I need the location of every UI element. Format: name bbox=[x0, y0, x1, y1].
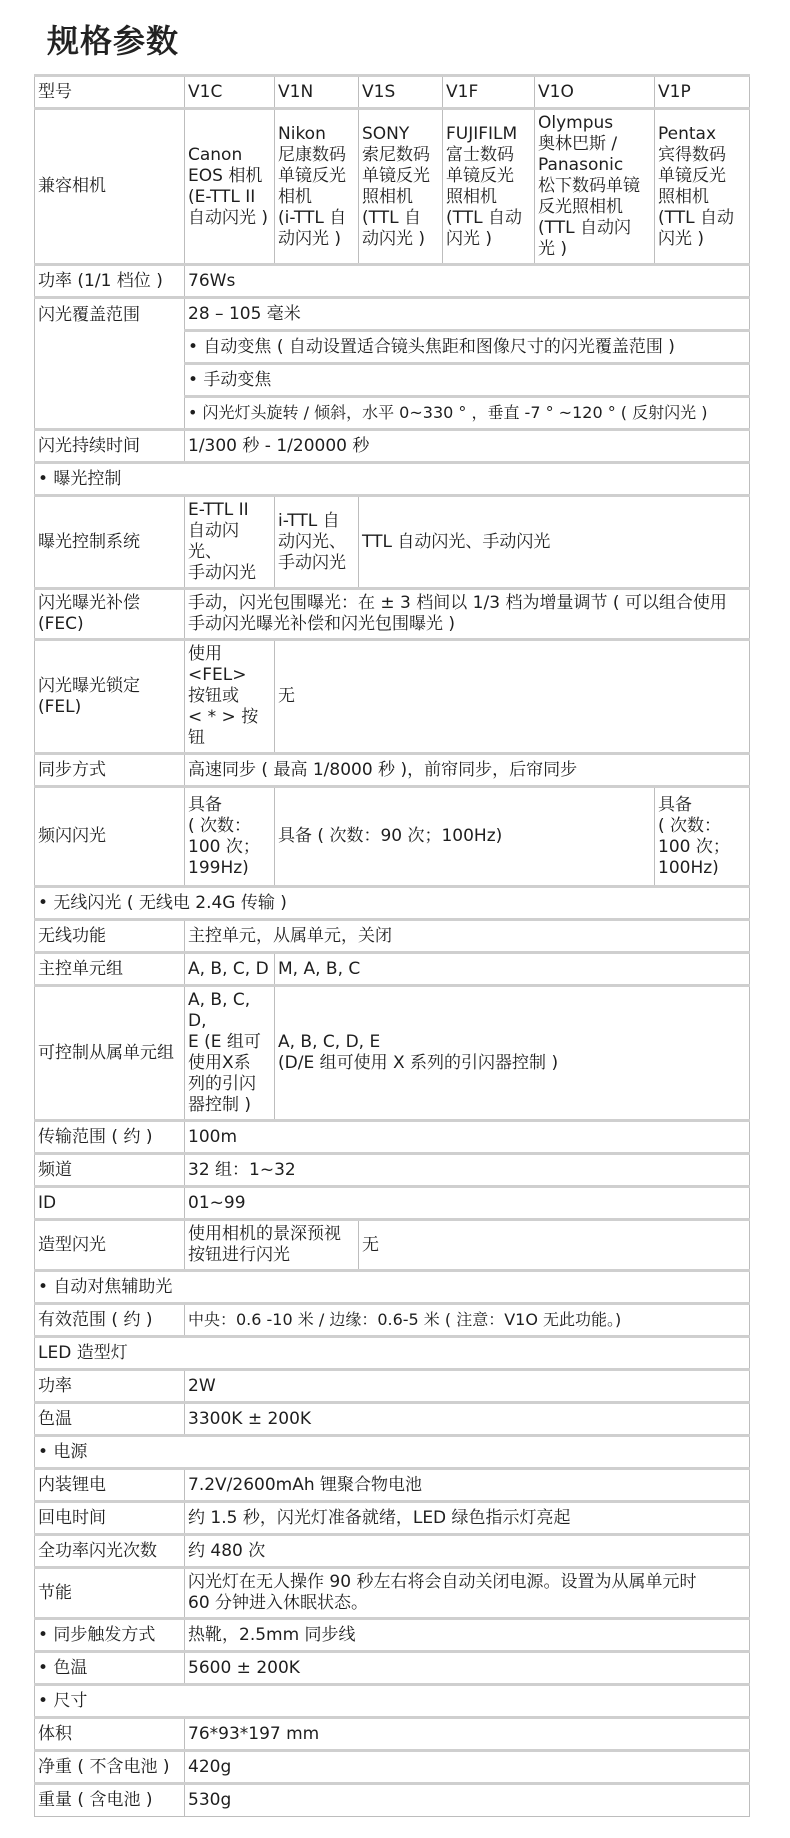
compat-v1c: Canon EOS 相机 (E-TTL II 自动闪光 ) bbox=[185, 109, 275, 265]
section-wireless bbox=[35, 887, 750, 920]
compat-v1n: Nikon 尼康数码 单镜反光 相机 (i-TTL 自 动闪光 ) bbox=[275, 109, 359, 265]
row-label: 净重 ( 不含电池 ) bbox=[35, 1751, 185, 1784]
row-value: 530g bbox=[185, 1784, 750, 1817]
model-v1o: V1O bbox=[535, 76, 655, 109]
row-label: 色温 bbox=[35, 1403, 185, 1436]
row-label: 兼容相机 bbox=[35, 109, 185, 265]
row-label: 全功率闪光次数 bbox=[35, 1535, 185, 1568]
row-value: 100m bbox=[185, 1121, 750, 1154]
row-label: 主控单元组 bbox=[35, 953, 185, 986]
compat-row bbox=[35, 109, 750, 265]
section-exposure bbox=[35, 463, 750, 496]
id-row bbox=[35, 1187, 750, 1220]
eco-row bbox=[35, 1568, 750, 1619]
dimensions-row bbox=[35, 1718, 750, 1751]
row-label: 闪光曝光锁定 (FEL) bbox=[35, 640, 185, 754]
row-label: • 同步触发方式 bbox=[35, 1619, 185, 1652]
section-size bbox=[35, 1685, 750, 1718]
section-heading: • 尺寸 bbox=[35, 1685, 750, 1718]
row-label: 型号 bbox=[35, 76, 185, 109]
section-led bbox=[35, 1337, 750, 1370]
fel-rest: 无 bbox=[275, 640, 750, 754]
row-value: 高速同步 ( 最高 1/8000 秒 )，前帘同步，后帘同步 bbox=[185, 754, 750, 787]
row-label: 体积 bbox=[35, 1718, 185, 1751]
row-label: 频道 bbox=[35, 1154, 185, 1187]
exposure-system-row bbox=[35, 496, 750, 589]
coverage-row bbox=[35, 298, 750, 331]
exp-v1c: E-TTL II 自动闪光、 手动闪光 bbox=[185, 496, 275, 589]
page-title: 规格参数 bbox=[47, 22, 180, 60]
row-label: ID bbox=[35, 1187, 185, 1220]
row-value: 约 1.5 秒，闪光灯准备就绪，LED 绿色指示灯亮起 bbox=[185, 1502, 750, 1535]
model-v1f: V1F bbox=[443, 76, 535, 109]
master-v1c: A, B, C, D bbox=[185, 953, 275, 986]
row-value: 手动，闪光包围曝光：在 ± 3 档间以 1/3 档为增量调节 ( 可以组合使用 手动闪光曝光补偿和闪光包围曝光 ) bbox=[185, 589, 750, 640]
section-heading: • 无线闪光 ( 无线电 2.4G 传输 ) bbox=[35, 887, 750, 920]
spec-table bbox=[34, 74, 750, 1817]
model-v1n: V1N bbox=[275, 76, 359, 109]
multi-row bbox=[35, 787, 750, 887]
row-value: 中央：0.6 -10 米 / 边缘：0.6-5 米 ( 注意：V1O 无此功能。) bbox=[185, 1304, 750, 1337]
row-label: • 色温 bbox=[35, 1652, 185, 1685]
row-label: 节能 bbox=[35, 1568, 185, 1619]
model-v1c: V1C bbox=[185, 76, 275, 109]
row-value: 3300K ± 200K bbox=[185, 1403, 750, 1436]
row-value: 主控单元，从属单元，关闭 bbox=[185, 920, 750, 953]
master-rest: M, A, B, C bbox=[275, 953, 750, 986]
section-heading: • 曝光控制 bbox=[35, 463, 750, 496]
row-label: 频闪闪光 bbox=[35, 787, 185, 887]
fel-v1c: 使用 <FEL> 按钮或 < * > 按钮 bbox=[185, 640, 275, 754]
row-value: 热靴，2.5mm 同步线 bbox=[185, 1619, 750, 1652]
slave-rest: A, B, C, D, E (D/E 组可使用 X 系列的引闪器控制 ) bbox=[275, 986, 750, 1121]
section-heading: • 电源 bbox=[35, 1436, 750, 1469]
compat-v1f: FUJIFILM 富士数码 单镜反光 照相机 (TTL 自动 闪光 ) bbox=[443, 109, 535, 265]
compat-v1s: SONY 索尼数码 单镜反光 照相机 (TTL 自 动闪光 ) bbox=[359, 109, 443, 265]
row-label: 造型闪光 bbox=[35, 1220, 185, 1271]
row-value: 5600 ± 200K bbox=[185, 1652, 750, 1685]
row-value: 32 组：1~32 bbox=[185, 1154, 750, 1187]
row-value: 01~99 bbox=[185, 1187, 750, 1220]
header-row bbox=[35, 76, 750, 109]
exp-v1n: i-TTL 自 动闪光、 手动闪光 bbox=[275, 496, 359, 589]
row-value: 约 480 次 bbox=[185, 1535, 750, 1568]
led-temp-row bbox=[35, 1403, 750, 1436]
row-label: 曝光控制系统 bbox=[35, 496, 185, 589]
row-value: 28 – 105 毫米 bbox=[185, 298, 750, 331]
row-label: 有效范围 ( 约 ) bbox=[35, 1304, 185, 1337]
section-af bbox=[35, 1271, 750, 1304]
row-label: 无线功能 bbox=[35, 920, 185, 953]
coverage-item: • 闪光灯头旋转 / 倾斜，水平 0~330 ° ，垂直 -7 ° ~120 ° ( 反射闪光 ) bbox=[185, 397, 750, 430]
slave-v1c: A, B, C, D, E (E 组可 使用X系 列的引闪 器控制 ) bbox=[185, 986, 275, 1121]
multi-v1p: 具备 ( 次数： 100 次； 100Hz) bbox=[655, 787, 750, 887]
exp-rest: TTL 自动闪光、手动闪光 bbox=[359, 496, 750, 589]
compat-v1o: Olympus 奥林巴斯 / Panasonic 松下数码单镜 反光照相机 (TTL 自动闪 光 ) bbox=[535, 109, 655, 265]
slave-group-row bbox=[35, 986, 750, 1121]
row-label: 可控制从属单元组 bbox=[35, 986, 185, 1121]
row-label: 闪光曝光补偿 (FEC) bbox=[35, 589, 185, 640]
power-row bbox=[35, 265, 750, 298]
flashes-row bbox=[35, 1535, 750, 1568]
wireless-func-row bbox=[35, 920, 750, 953]
row-value: 1/300 秒 - 1/20000 秒 bbox=[185, 430, 750, 463]
row-label: 回电时间 bbox=[35, 1502, 185, 1535]
row-label: 功率 (1/1 档位 ) bbox=[35, 265, 185, 298]
row-label: 传输范围 ( 约 ) bbox=[35, 1121, 185, 1154]
af-range-row bbox=[35, 1304, 750, 1337]
channel-row bbox=[35, 1154, 750, 1187]
duration-row bbox=[35, 430, 750, 463]
master-group-row bbox=[35, 953, 750, 986]
weight-no-battery-row bbox=[35, 1751, 750, 1784]
row-value: 2W bbox=[185, 1370, 750, 1403]
row-value: 420g bbox=[185, 1751, 750, 1784]
sync-trigger-row bbox=[35, 1619, 750, 1652]
fel-row bbox=[35, 640, 750, 754]
coverage-item: • 手动变焦 bbox=[185, 364, 750, 397]
row-label: 内装锂电 bbox=[35, 1469, 185, 1502]
compat-v1p: Pentax 宾得数码 单镜反光 照相机 (TTL 自动 闪光 ) bbox=[655, 109, 750, 265]
multi-v1c: 具备 ( 次数： 100 次； 199Hz) bbox=[185, 787, 275, 887]
coverage-item: • 自动变焦 ( 自动设置适合镜头焦距和图像尺寸的闪光覆盖范围 ) bbox=[185, 331, 750, 364]
row-label: 闪光持续时间 bbox=[35, 430, 185, 463]
weight-with-battery-row bbox=[35, 1784, 750, 1817]
modeling-v1c-v1n: 使用相机的景深预视 按钮进行闪光 bbox=[185, 1220, 359, 1271]
row-value: 7.2V/2600mAh 锂聚合物电池 bbox=[185, 1469, 750, 1502]
section-heading: • 自动对焦辅助光 bbox=[35, 1271, 750, 1304]
battery-row bbox=[35, 1469, 750, 1502]
fec-row bbox=[35, 589, 750, 640]
section-heading: LED 造型灯 bbox=[35, 1337, 750, 1370]
row-value: 76Ws bbox=[185, 265, 750, 298]
row-label: 同步方式 bbox=[35, 754, 185, 787]
model-v1s: V1S bbox=[359, 76, 443, 109]
recycle-row bbox=[35, 1502, 750, 1535]
row-label: 重量 ( 含电池 ) bbox=[35, 1784, 185, 1817]
row-label: 功率 bbox=[35, 1370, 185, 1403]
row-value: 76*93*197 mm bbox=[185, 1718, 750, 1751]
section-power bbox=[35, 1436, 750, 1469]
flash-temp-row bbox=[35, 1652, 750, 1685]
row-value: 闪光灯在无人操作 90 秒左右将会自动关闭电源。设置为从属单元时 60 分钟进入休眠状态。 bbox=[185, 1568, 750, 1619]
sync-row bbox=[35, 754, 750, 787]
modeling-row bbox=[35, 1220, 750, 1271]
model-v1p: V1P bbox=[655, 76, 750, 109]
multi-mid: 具备 ( 次数：90 次；100Hz) bbox=[275, 787, 655, 887]
led-power-row bbox=[35, 1370, 750, 1403]
range-row bbox=[35, 1121, 750, 1154]
row-label: 闪光覆盖范围 bbox=[35, 298, 185, 430]
modeling-rest: 无 bbox=[359, 1220, 750, 1271]
